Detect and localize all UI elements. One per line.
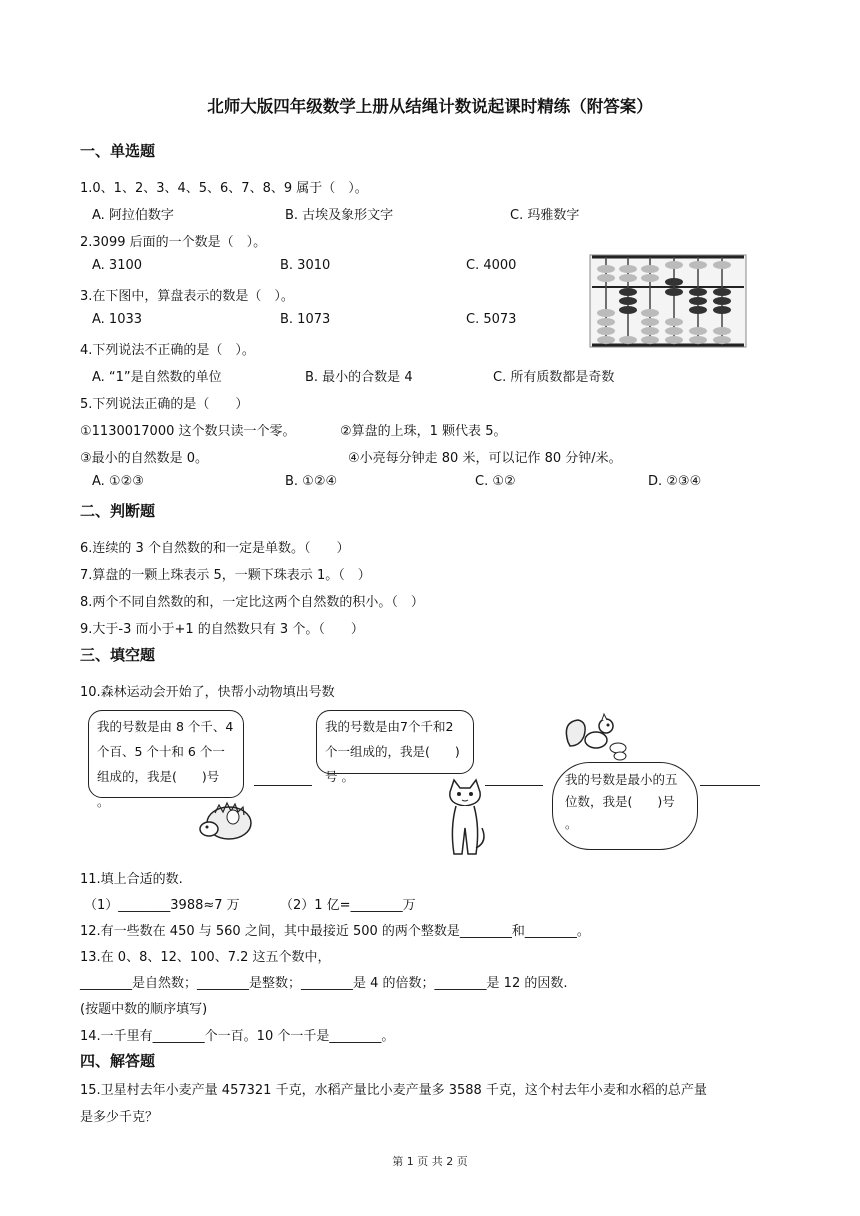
option-b: B. ①②④ xyxy=(285,474,338,489)
page-footer: 第 1 页 共 2 页 xyxy=(392,1155,468,1168)
section-heading: 四、解答题 xyxy=(80,1052,156,1070)
question-stem: 10.森林运动会开始了，快帮小动物填出号数 xyxy=(80,685,335,700)
option-c: C. ①② xyxy=(475,474,516,489)
option-c: C. 所有质数都是奇数 xyxy=(493,370,615,385)
question-stem: 12.有一些数在 450 与 560 之间，其中最接近 500 的两个整数是________和________。 xyxy=(80,924,590,939)
section-heading: 二、判断题 xyxy=(80,502,156,520)
option-a: A. “1”是自然数的单位 xyxy=(92,370,222,385)
page-title: 北师大版四年级数学上册从结绳计数说起课时精练（附答案） xyxy=(207,97,653,116)
fill-part-1: （1）________3988≈7 万 xyxy=(84,898,240,913)
question-stem: 14.一千里有________个一百。10 个一千是________。 xyxy=(80,1029,395,1044)
note: (按题中数的顺序填写) xyxy=(80,1002,208,1017)
option-c: C. 5073 xyxy=(466,312,517,327)
judge-question: 9.大于-3 而小于+1 的自然数只有 3 个。（ ） xyxy=(80,622,364,637)
speech-bubble-hedgehog: 我的号数是由 8 个千、4 个百、5 个十和 6 个一组成的，我是( )号 。 xyxy=(88,710,244,798)
question-stem: 13.在 0、8、12、100、7.2 这五个数中， xyxy=(80,950,331,965)
fill-part-2: （2）1 亿=________万 xyxy=(280,898,416,913)
option-b: B. 3010 xyxy=(280,258,331,273)
statement-1: ①1130017000 这个数只读一个零。 xyxy=(80,424,296,439)
judge-question: 7.算盘的一颗上珠表示 5，一颗下珠表示 1。（ ） xyxy=(80,568,371,583)
cat-icon xyxy=(440,778,490,858)
statement-2: ②算盘的上珠，1 颗代表 5。 xyxy=(340,424,507,439)
question-stem: 1.0、1、2、3、4、5、6、7、8、9 属于（ ）。 xyxy=(80,181,368,196)
judge-question: 8.两个不同自然数的和，一定比这两个自然数的积小。（ ） xyxy=(80,595,424,610)
answer-blank xyxy=(700,785,760,786)
judge-question: 6.连续的 3 个自然数的和一定是单数。（ ） xyxy=(80,541,350,556)
thought-bubble-squirrel: 我的号数是最小的五位数，我是( )号 。 xyxy=(552,762,698,850)
squirrel-icon xyxy=(560,712,630,762)
question-stem: 4.下列说法不正确的是（ ）。 xyxy=(80,343,255,358)
option-a: A. 1033 xyxy=(92,312,143,327)
question-stem-cont: 是多少千克？ xyxy=(80,1110,159,1125)
option-a: A. 3100 xyxy=(92,258,143,273)
answer-blank xyxy=(254,785,312,786)
fill-line: ________是自然数；________是整数；________是 4 的倍数；________是 12 的因数. xyxy=(80,976,568,991)
option-a: A. 阿拉伯数字 xyxy=(92,208,174,223)
option-b: B. 最小的合数是 4 xyxy=(305,370,413,385)
question-stem: 2.3099 后面的一个数是（ ）。 xyxy=(80,235,267,250)
question-stem: 15.卫星村去年小麦产量 457321 千克，水稻产量比小麦产量多 3588 千克，这个村去年小麦和水稻的总产量 xyxy=(80,1083,707,1098)
speech-bubble-cat: 我的号数是由7个千和2个一组成的，我是( )号 。 xyxy=(316,710,474,774)
option-a: A. ①②③ xyxy=(92,474,144,489)
statement-3: ③最小的自然数是 0。 xyxy=(80,451,209,466)
option-b: B. 古埃及象形文字 xyxy=(285,208,394,223)
statement-4: ④小亮每分钟走 80 米，可以记作 80 分钟/米。 xyxy=(348,451,622,466)
question-stem: 5.下列说法正确的是（ ） xyxy=(80,397,249,412)
question-stem: 11.填上合适的数. xyxy=(80,872,183,887)
section-heading: 一、单选题 xyxy=(80,142,156,160)
option-b: B. 1073 xyxy=(280,312,331,327)
option-c: C. 玛雅数字 xyxy=(510,208,580,223)
abacus-image xyxy=(588,253,748,349)
section-heading: 三、填空题 xyxy=(80,646,156,664)
answer-blank xyxy=(485,785,543,786)
option-c: C. 4000 xyxy=(466,258,517,273)
question-stem: 3.在下图中，算盘表示的数是（ ）。 xyxy=(80,289,294,304)
option-d: D. ②③④ xyxy=(648,474,702,489)
hedgehog-icon xyxy=(195,795,255,845)
